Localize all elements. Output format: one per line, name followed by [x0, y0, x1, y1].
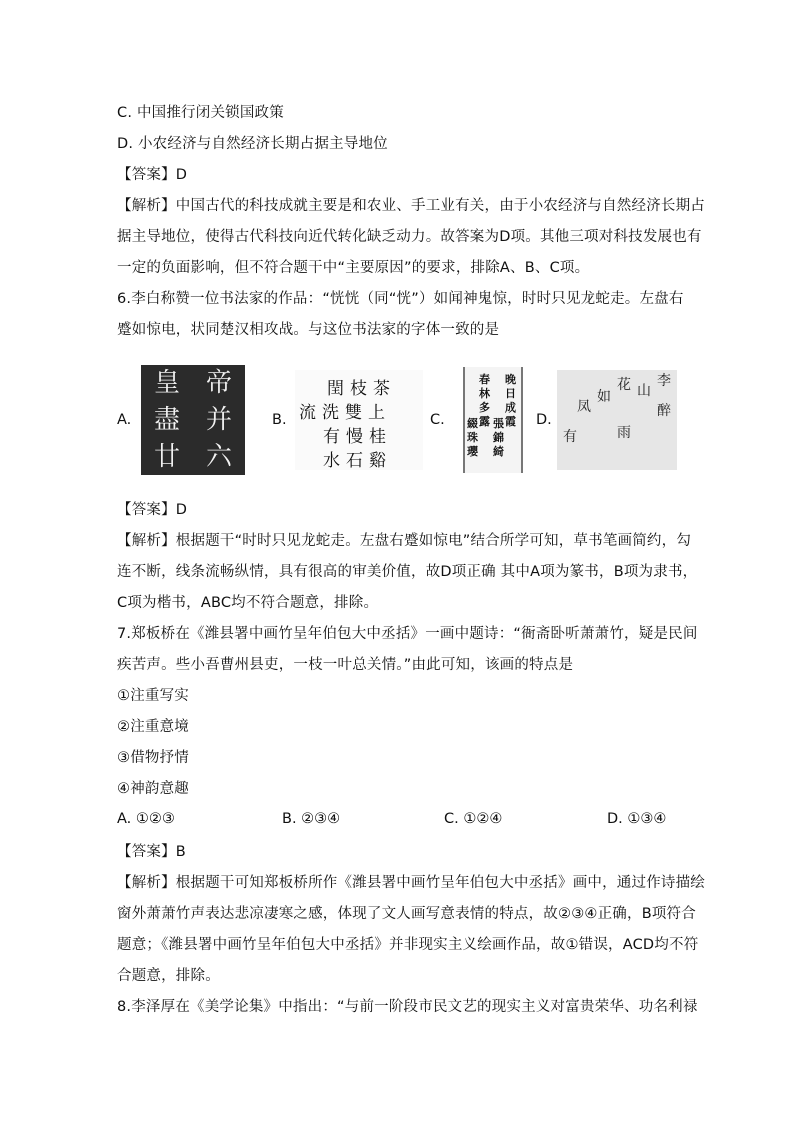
q7-explanation-line-2: 窗外萧萧竹声表达悲凉凄寒之感，体现了文人画写意表情的特点，故②③④正确，B项符合 [117, 906, 696, 922]
cursive-char: 山 [637, 383, 651, 399]
q6-label-d: D. [536, 412, 552, 428]
q5-explanation-line-2: 据主导地位，使得古代科技向近代转化缺乏动力。故答案为D项。其他三项对科技发展也有 [117, 229, 702, 245]
q7-explanation-line-1: 【解析】根据题干可知郑板桥所作《潍县署中画竹呈年伯包大中丞括》画中，通过作诗描绘 [117, 875, 705, 891]
seal-char: 并 [205, 404, 232, 435]
seal-char: 盡 [153, 404, 180, 435]
regular-script-image [463, 367, 523, 473]
q5-explanation-line-1: 【解析】中国古代的科技成就主要是和农业、手工业有关，由于小农经济与自然经济长期占 [117, 198, 705, 214]
q6-label-a: A. [117, 412, 132, 428]
q7-stem-line-1: 7.郑板桥在《潍县署中画竹呈年伯包大中丞括》一画中题诗：“衙斋卧听萧萧竹，疑是民间 [117, 626, 698, 642]
cursive-char: 花 [617, 377, 631, 393]
seal-char: 廿 [153, 441, 180, 472]
clerical-row: 水石谿 [323, 451, 392, 470]
q7-option-d: D. ①③④ [607, 811, 667, 827]
clerical-row: 閏枝茶 [327, 379, 396, 399]
q5-option-c: C. 中国推行闭关锁国政策 [117, 105, 284, 121]
clerical-row: 有慢桂 [323, 427, 392, 447]
seal-char: 皇 [153, 368, 180, 399]
seal-char: 六 [205, 441, 232, 472]
q6-label-c: C. [430, 412, 445, 428]
q7-option-c: C. ①②④ [444, 811, 503, 827]
q7-statement-3: ③借物抒情 [117, 750, 189, 766]
cursive-char: 雨 [617, 425, 631, 441]
cursive-script-image [557, 370, 677, 470]
cursive-char: 如 [597, 389, 611, 405]
q6-explanation-line-3: C项为楷书，ABC均不符合题意，排除。 [117, 595, 379, 611]
q5-answer: 【答案】D [117, 167, 188, 183]
q7-options [117, 811, 677, 831]
q7-option-b: B. ②③④ [282, 811, 341, 827]
q6-explanation-line-1: 【解析】根据题干“时时只见龙蛇走。左盘右蹙如惊电”结合所学可知，草书笔画简约，勾 [117, 533, 692, 549]
q7-statement-4: ④神韵意趣 [117, 781, 189, 797]
q6-stem-line-1: 6.李白称赞一位书法家的作品：“恍恍（同“恍”）如闻神鬼惊，时时只见龙蛇走。左盘右 [117, 291, 684, 307]
cursive-char: 有 [563, 429, 577, 445]
seal-char: 帝 [205, 368, 232, 399]
q7-statement-2: ②注重意境 [117, 719, 189, 735]
kai-column: 春林多露 [479, 373, 490, 428]
clerical-script-image [295, 370, 423, 470]
cursive-char: 凤 [577, 399, 591, 415]
q7-option-a: A. ①②③ [117, 811, 175, 827]
cursive-char: 醉 [657, 403, 671, 419]
q7-statement-1: ①注重写实 [117, 688, 189, 704]
q5-explanation-line-3: 一定的负面影响，但不符合题干中“主要原因”的要求，排除A、B、C项。 [117, 260, 590, 276]
clerical-row: 流洗雙上 [299, 403, 391, 423]
q8-stem-line-1: 8.李泽厚在《美学论集》中指出：“与前一阶段市民文艺的现实主义对富贵荣华、功名利禄 [117, 999, 698, 1015]
seal-script-image [141, 365, 245, 475]
q7-explanation-line-4: 合题意，排除。 [117, 968, 220, 984]
q6-stem-line-2: 蹙如惊电，状同楚汉相攻战。与这位书法家的字体一致的是 [117, 322, 500, 338]
q6-explanation-line-2: 连不断，线条流畅纵情，具有很高的审美价值，故D项正确 其中A项为篆书，B项为隶书， [117, 564, 698, 580]
q6-answer: 【答案】D [117, 502, 188, 518]
kai-column: 綴珠瓔 [467, 417, 478, 458]
q6-image-options [117, 365, 677, 475]
q7-answer: 【答案】B [117, 844, 186, 860]
q5-option-d: D. 小农经济与自然经济长期占据主导地位 [117, 136, 388, 152]
q6-label-b: B. [272, 412, 287, 428]
kai-column: 晚日成霞 [505, 373, 516, 428]
kai-column: 張錦綺 [493, 417, 504, 458]
q7-explanation-line-3: 题意；《潍县署中画竹呈年伯包大中丞括》并非现实主义绘画作品，故①错误，ACD均不符 [117, 937, 699, 953]
q7-stem-line-2: 疾苦声。些小吾曹州县吏，一枝一叶总关情。”由此可知，该画的特点是 [117, 657, 574, 673]
cursive-char: 李 [657, 373, 671, 389]
